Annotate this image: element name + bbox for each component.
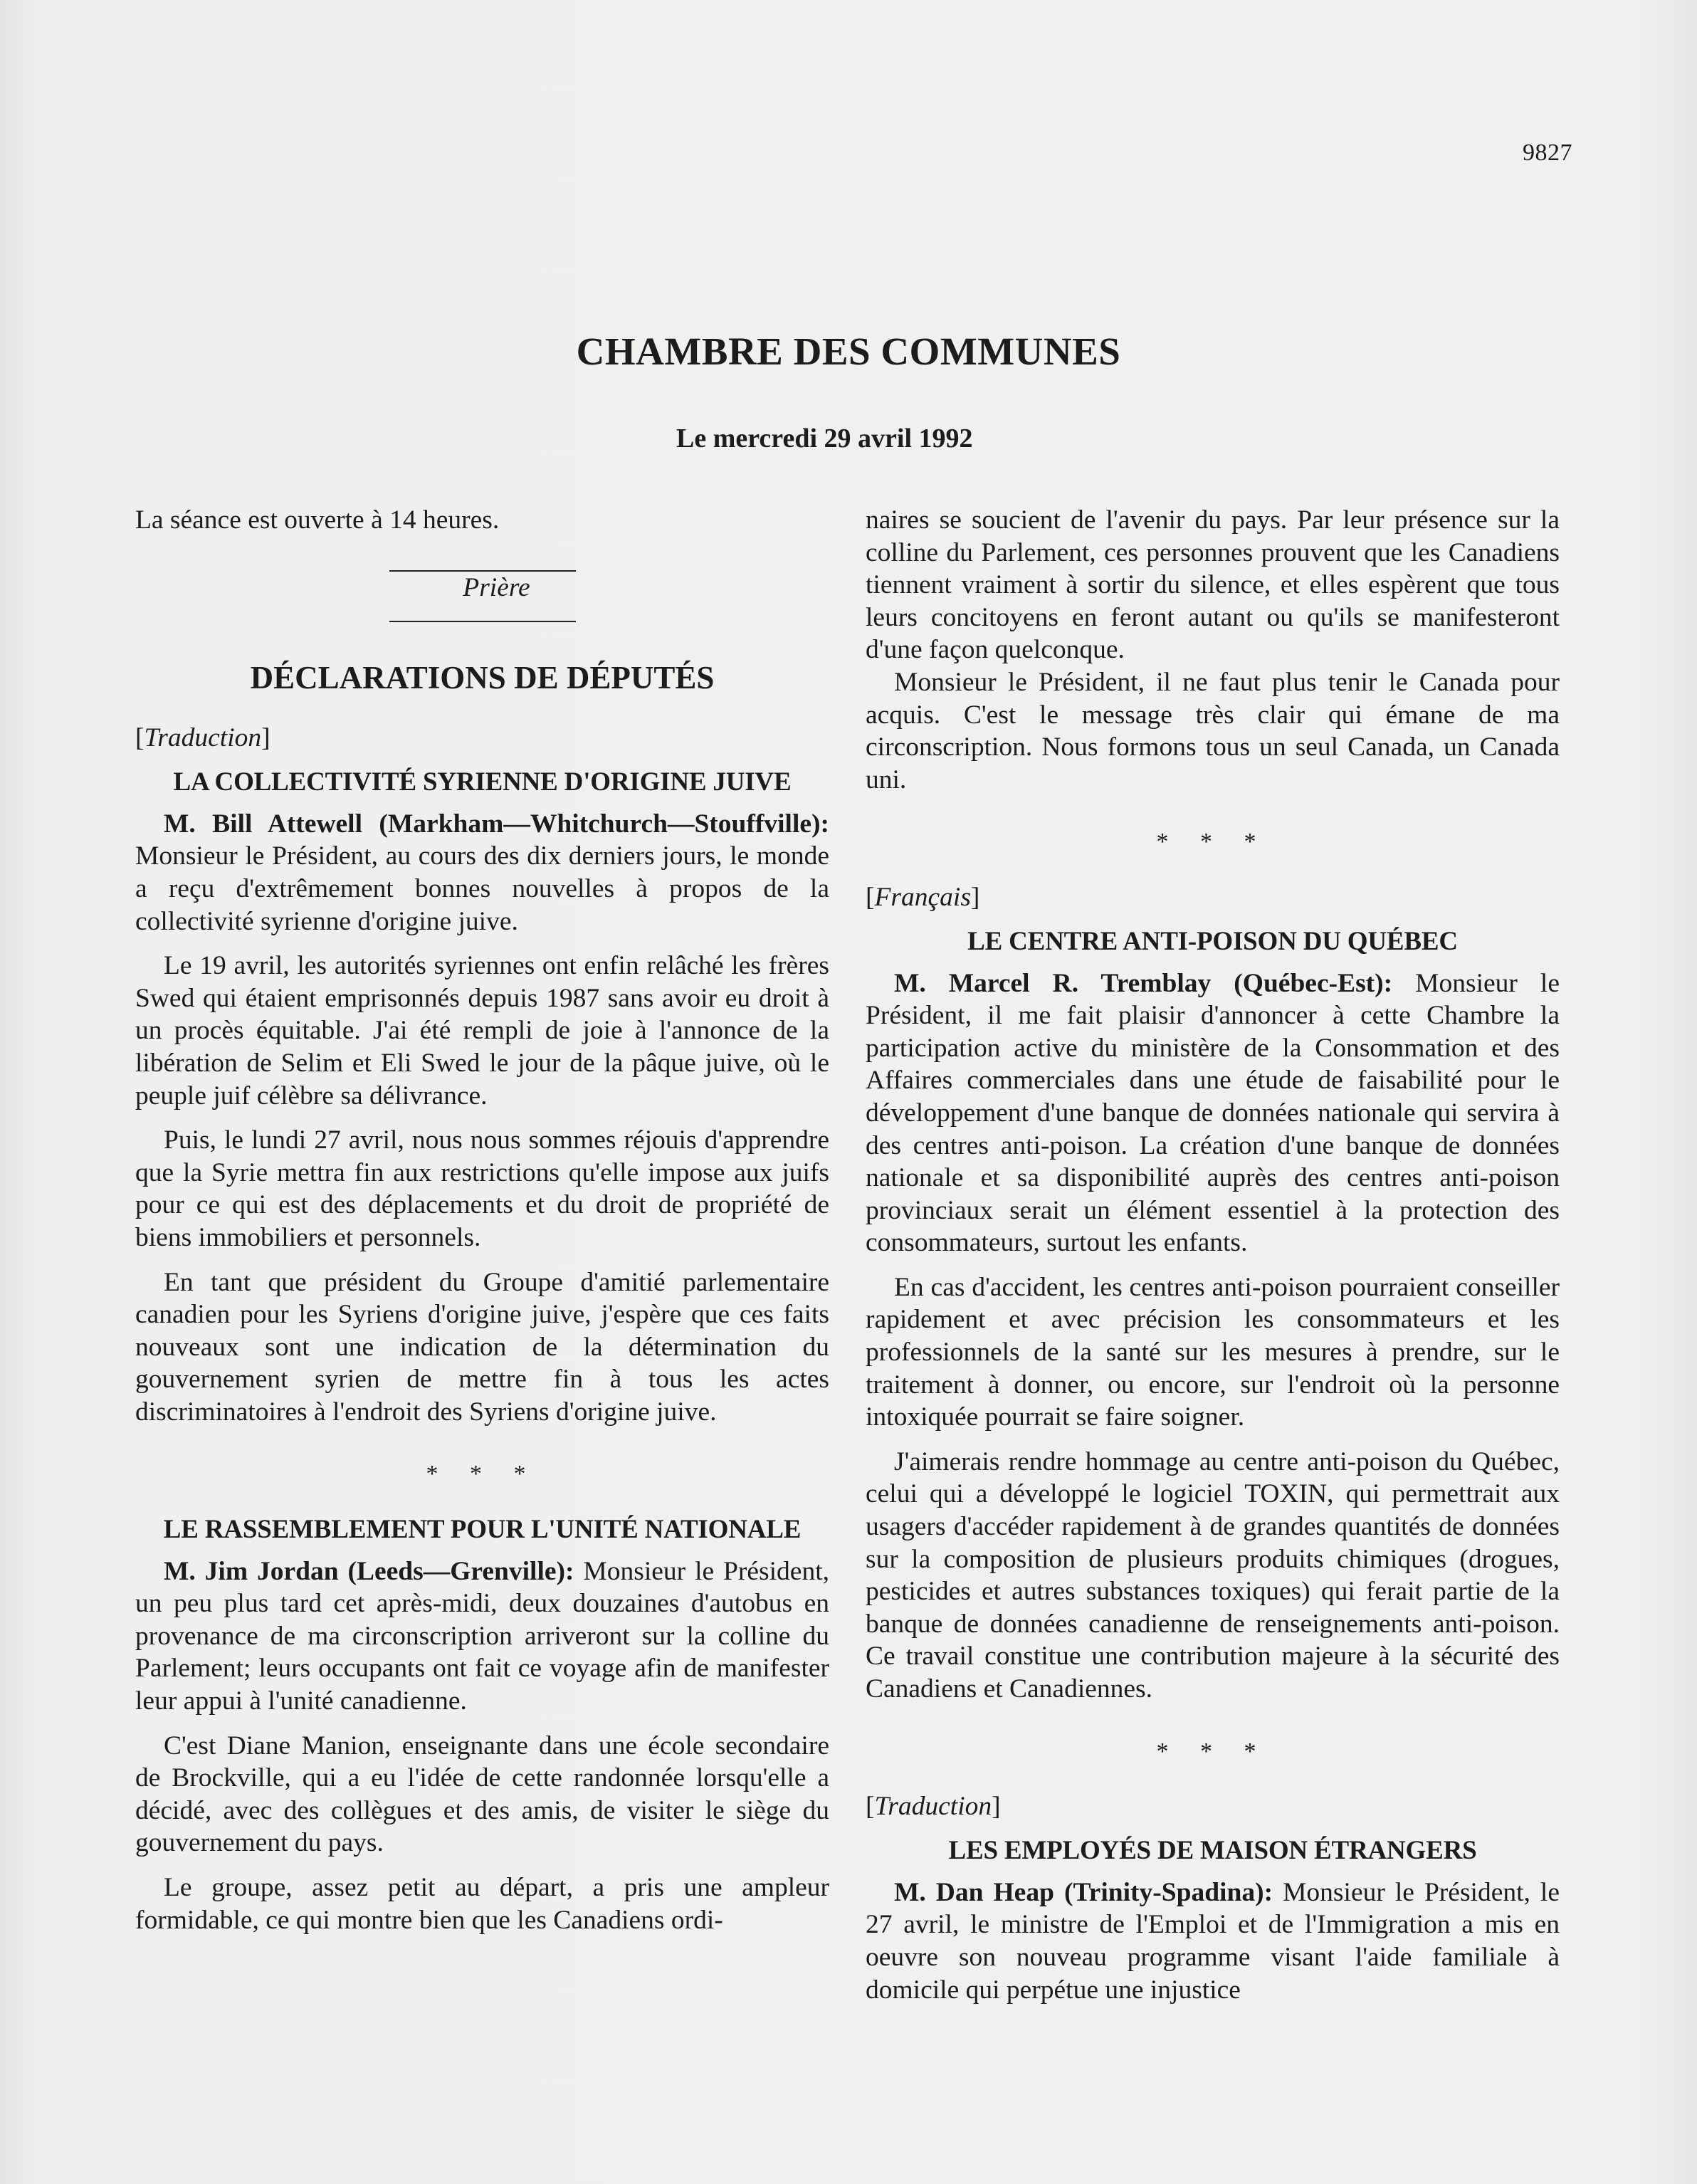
speaker-name: M. Bill Attewell (Markham—Whitchurch—Stouffville): — [164, 809, 829, 839]
divider-rule — [389, 621, 576, 622]
statement-paragraph: M. Dan Heap (Trinity-Spadina): Monsieur le Président, le 27 avril, le ministre de l'Emploi et de l'Immigration a mis en oeuvre son nouveau programme visant l'aide familiale à domicile qui perpétue une injustice — [866, 1877, 1560, 2005]
left-column — [135, 498, 829, 1948]
translation-tag: [Traduction] — [866, 1792, 1001, 1822]
section-separator: * * * — [1156, 1738, 1269, 1765]
statement-heading: LES EMPLOYÉS DE MAISON ÉTRANGERS — [948, 1836, 1477, 1866]
opening-line: La séance est ouverte à 14 heures. — [135, 505, 500, 535]
page-number: 9827 — [1523, 140, 1572, 166]
statement-paragraph: Le groupe, assez petit au départ, a pris une ampleur formidable, ce qui montre bien que les Canadiens ordi- — [135, 1873, 829, 1935]
sitting-date: Le mercredi 29 avril 1992 — [676, 424, 973, 453]
prayer-heading: Prière — [463, 572, 530, 602]
statement-paragraph: En tant que président du Groupe d'amitié parlementaire canadien pour les Syriens d'origine juive, j'espère que ces faits nouveaux sont une indication de la détermination du gouvernement syrien de mettre fin à tous les actes discriminatoires à l'endroit des Syriens d'origine juive. — [135, 1267, 829, 1427]
statement-paragraph: M. Jim Jordan (Leeds—Grenville): Monsieur le Président, un peu plus tard cet après-midi, deux douzaines d'autobus en provenance de ma circonscription arriveront sur la colline du Parlement; leurs occupants ont fait ce voyage afin de manifester leur appui à l'unité canadienne. — [135, 1556, 829, 1716]
translation-tag: [Traduction] — [135, 723, 270, 753]
speaker-name: M. Jim Jordan (Leeds—Grenville): — [164, 1556, 574, 1586]
section-separator: * * * — [1156, 829, 1269, 856]
statement-paragraph: Monsieur le Président, il ne faut plus tenir le Canada pour acquis. C'est le message très clair qui émane de ma circonscription. Nous formons tous un seul Canada, un Canada uni. — [866, 667, 1560, 794]
statement-paragraph: J'aimerais rendre hommage au centre anti-poison du Québec, celui qui a développé le logiciel TOXIN, qui permettrait aux usagers d'accéder rapidement à de grandes quantités de données sur la composition de plusieurs produits chimiques (drogues, pesticides et autres substances toxiques) qui ferait partie de la banque de données canadienne de renseignements anti-poison. Ce travail constitue une contribution majeure à la sécurité des Canadiens et Canadiennes. — [866, 1447, 1560, 1703]
section-separator: * * * — [426, 1461, 539, 1488]
speaker-name: M. Dan Heap (Trinity-Spadina): — [894, 1877, 1273, 1907]
statement-paragraph: naires se soucient de l'avenir du pays. Par leur présence sur la colline du Parlement, ces personnes prouvent que les Canadiens tiennent vraiment à sortir du silence, et elles espèrent que tous leurs concitoyens en feront autant ou qu'ils se manifesteront d'une façon quelconque. — [866, 505, 1560, 665]
statement-paragraph: M. Bill Attewell (Markham—Whitchurch—Stouffville): Monsieur le Président, au cours des dix derniers jours, le monde a reçu d'extrêmement bonnes nouvelles à propos de la collectivité syrienne d'origine juive. — [135, 809, 829, 936]
statement-paragraph: Le 19 avril, les autorités syriennes ont enfin relâché les frères Swed qui étaient emprisonnés depuis 1987 sans avoir eu droit à un procès équitable. J'ai été rempli de joie à l'annonce de la libération de Selim et Eli Swed le jour de la pâque juive, où le peuple juif célèbre sa délivrance. — [135, 951, 829, 1111]
page-title: CHAMBRE DES COMMUNES — [576, 330, 1121, 373]
right-column — [866, 498, 1560, 2018]
speaker-name: M. Marcel R. Tremblay (Québec-Est): — [894, 968, 1393, 998]
statement-heading: LE RASSEMBLEMENT POUR L'UNITÉ NATIONALE — [163, 1515, 802, 1545]
statement-paragraph: Puis, le lundi 27 avril, nous nous sommes réjouis d'apprendre que la Syrie mettra fin aux restrictions qu'elle impose aux juifs pour ce qui est des déplacements et du droit de propriété de biens immobiliers et personnels. — [135, 1125, 829, 1252]
language-tag: [Français] — [866, 882, 980, 912]
statement-heading: LE CENTRE ANTI-POISON DU QUÉBEC — [967, 926, 1458, 956]
section-heading: DÉCLARATIONS DE DÉPUTÉS — [250, 660, 715, 696]
statement-paragraph: C'est Diane Manion, enseignante dans une école secondaire de Brockville, qui a eu l'idée de cette randonnée lorsqu'elle a décidé, avec des collègues et des amis, de visiter le siège du gouvernement du pays. — [135, 1731, 829, 1858]
statement-heading: LA COLLECTIVITÉ SYRIENNE D'ORIGINE JUIVE — [173, 767, 792, 797]
statement-paragraph: M. Marcel R. Tremblay (Québec-Est): Monsieur le Président, il me fait plaisir d'annoncer à cette Chambre la participation active du ministère de la Consommation et des Affaires commerciales dans une étude de faisabilité pour le développement d'une banque de données nationale qui servira à des centres anti-poison. La création d'une banque de données nationale et sa disponibilité auprès des centres anti-poison provinciaux serait un élément essentiel à la protection des consommateurs, surtout les enfants. — [866, 968, 1560, 1258]
statement-paragraph: En cas d'accident, les centres anti-poison pourraient conseiller rapidement et avec précision les consommateurs et les professionnels de la santé sur les mesures à prendre, sur le traitement à donner, ou encore, sur l'endroit où la personne intoxiquée pourrait se faire soigner. — [866, 1272, 1560, 1432]
